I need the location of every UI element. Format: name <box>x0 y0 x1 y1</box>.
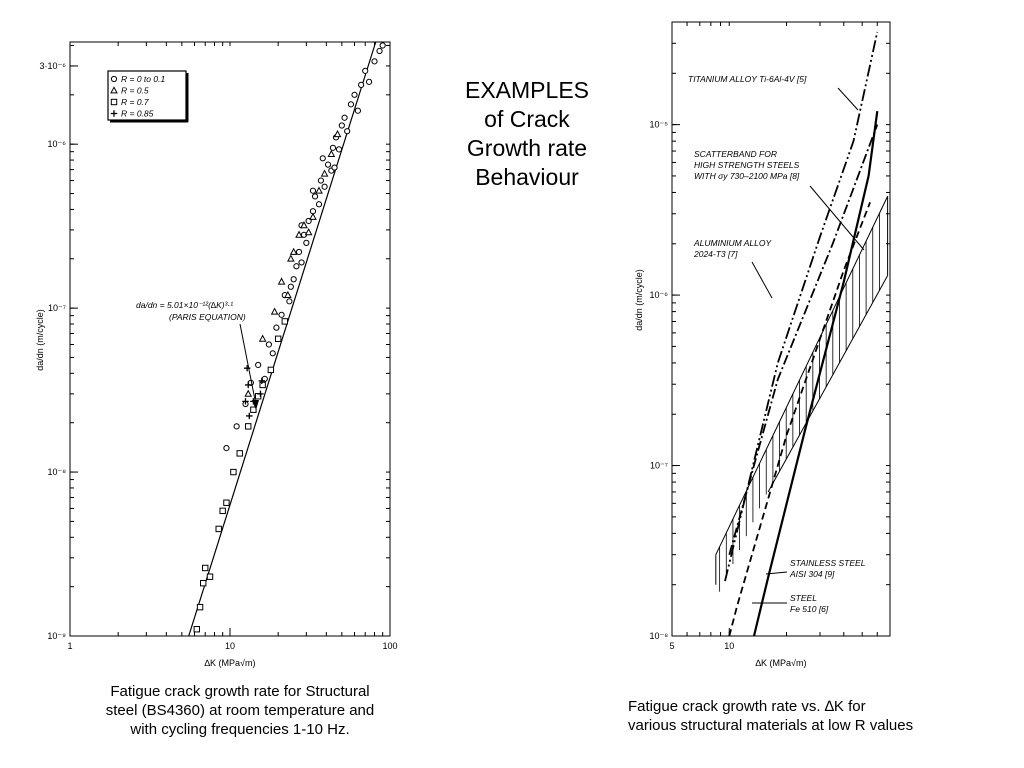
circle-point <box>330 145 335 150</box>
x-tick-label: 10 <box>224 641 236 651</box>
square-point <box>203 565 208 570</box>
circle-point <box>294 264 299 269</box>
circle-point <box>318 178 323 183</box>
paris-scatter-chart <box>35 42 398 668</box>
paris-equation-subtitle: (PARIS EQUATION) <box>169 312 246 322</box>
circle-point <box>336 147 341 152</box>
x-axis-label: ∆K (MPa√m) <box>755 658 807 668</box>
y-axis-label: da/dn (m/cycle) <box>634 269 644 331</box>
triangle-point <box>322 171 328 177</box>
x-tick-label: 10 <box>724 641 735 651</box>
circle-point <box>299 260 304 265</box>
series-label-steel: Fe 510 [6] <box>790 604 829 614</box>
y-tick-label: 10⁻⁵ <box>649 119 668 130</box>
plus-point <box>246 413 252 419</box>
square-point <box>216 526 221 531</box>
square-point <box>197 604 202 609</box>
series-line-0 <box>725 32 877 581</box>
circle-point <box>234 424 239 429</box>
y-tick-label: 10⁻⁷ <box>47 303 66 314</box>
legend-label: R = 0.5 <box>121 85 149 96</box>
circle-point <box>111 76 116 81</box>
square-point <box>201 580 206 585</box>
series-label-aluminium: 2024-T3 [7] <box>694 249 738 259</box>
square-point <box>246 424 251 429</box>
series-label-titanium: TITANIUM ALLOY Ti-6Al-4V [5] <box>688 74 807 84</box>
series-label-stainless: STAINLESS STEEL <box>790 558 866 568</box>
circle-point <box>345 129 350 134</box>
scatterband-upper-edge <box>716 196 888 554</box>
plot-frame <box>672 22 890 636</box>
plot-frame <box>70 42 390 636</box>
circle-point <box>359 82 364 87</box>
y-tick-label: 10⁻⁹ <box>47 631 66 641</box>
legend-label: R = 0 to 0.1 <box>121 74 166 84</box>
triangle-point <box>260 336 266 342</box>
y-tick-label: 10⁻⁶ <box>47 139 66 150</box>
triangle-point <box>279 278 285 284</box>
triangle-point <box>272 309 278 315</box>
legend-label: R = 0.85 <box>121 108 154 119</box>
circle-point <box>224 446 229 451</box>
y-tick-label: 3·10⁻⁶ <box>39 60 66 71</box>
legend <box>108 71 188 122</box>
triangle-point <box>291 249 297 255</box>
circle-point <box>316 202 321 207</box>
triangle-point <box>310 214 316 220</box>
series-label-aluminium: ALUMINIUM ALLOY <box>694 238 772 248</box>
circle-point <box>332 165 337 170</box>
circle-point <box>322 184 327 189</box>
square-point <box>275 336 280 341</box>
square-point <box>220 508 225 513</box>
circle-point <box>279 312 284 317</box>
circle-point <box>291 277 296 282</box>
series-line-2 <box>729 125 877 555</box>
series-label-scatterband: HIGH STRENGTH STEELS <box>694 160 800 170</box>
circle-point <box>274 325 279 330</box>
x-tick-label: 5 <box>669 641 675 651</box>
circle-point <box>377 48 382 53</box>
circle-point <box>339 123 344 128</box>
y-tick-label: 10⁻⁸ <box>649 631 668 641</box>
series-label-scatterband: SCATTERBAND FOR <box>694 149 777 159</box>
legend-label: R = 0.7 <box>121 97 149 107</box>
circle-point <box>270 351 275 356</box>
circle-point <box>320 156 325 161</box>
circle-point <box>287 299 292 304</box>
circle-point <box>312 194 317 199</box>
circle-point <box>352 92 357 97</box>
materials-comparison-chart <box>634 22 890 668</box>
square-point <box>194 627 199 632</box>
y-tick-label: 10⁻⁷ <box>649 460 668 471</box>
series-label-scatterband: WITH σy 730–2100 MPa [8] <box>694 171 800 181</box>
y-tick-label: 10⁻⁸ <box>47 467 66 478</box>
circle-point <box>363 68 368 73</box>
slide-title: EXAMPLES of Crack Growth rate Behaviour <box>465 77 589 190</box>
series-label-steel: STEEL <box>790 593 817 603</box>
paris-equation-label: da/dn = 5.01×10⁻¹²(∆K)³·¹ <box>136 300 234 310</box>
right-chart-caption: Fatigue crack growth rate vs. ∆K for various structural materials at low R values <box>628 698 914 734</box>
square-point <box>260 382 265 387</box>
y-tick-label: 10⁻⁶ <box>649 290 668 301</box>
square-point <box>111 99 116 104</box>
square-point <box>224 500 229 505</box>
y-axis-label: da/dn (m/cycle) <box>35 309 45 371</box>
square-point <box>231 469 236 474</box>
scatterband-lower-edge <box>768 276 888 492</box>
circle-point <box>348 102 353 107</box>
circle-point <box>288 284 293 289</box>
circle-point <box>342 115 347 120</box>
square-point <box>207 574 212 579</box>
circle-point <box>266 342 271 347</box>
circle-point <box>325 162 330 167</box>
triangle-point <box>316 188 322 194</box>
label-pointer-arrow <box>752 262 772 298</box>
circle-point <box>366 79 371 84</box>
circle-point <box>380 43 385 48</box>
triangle-point <box>328 151 334 157</box>
circle-point <box>296 249 301 254</box>
x-tick-label: 1 <box>67 641 73 651</box>
square-point <box>282 319 287 324</box>
square-point <box>268 367 273 372</box>
circle-point <box>304 240 309 245</box>
triangle-point <box>245 391 251 397</box>
circle-point <box>355 108 360 113</box>
left-chart-caption: Fatigue crack growth rate for Structural steel (BS4360) at room temperature and with cycling frequencies 1-10 Hz. <box>105 683 375 738</box>
circle-point <box>256 362 261 367</box>
triangle-point <box>335 131 341 137</box>
triangle-point <box>306 229 312 235</box>
triangle-point <box>288 256 294 262</box>
x-tick-label: 100 <box>382 641 398 651</box>
series-label-stainless: AISI 304 [9] <box>790 569 835 579</box>
x-axis-label: ∆K (MPa√m) <box>204 658 256 668</box>
label-pointer-arrow <box>838 88 858 110</box>
circle-point <box>310 188 315 193</box>
circle-point <box>372 59 377 64</box>
square-point <box>237 451 242 456</box>
